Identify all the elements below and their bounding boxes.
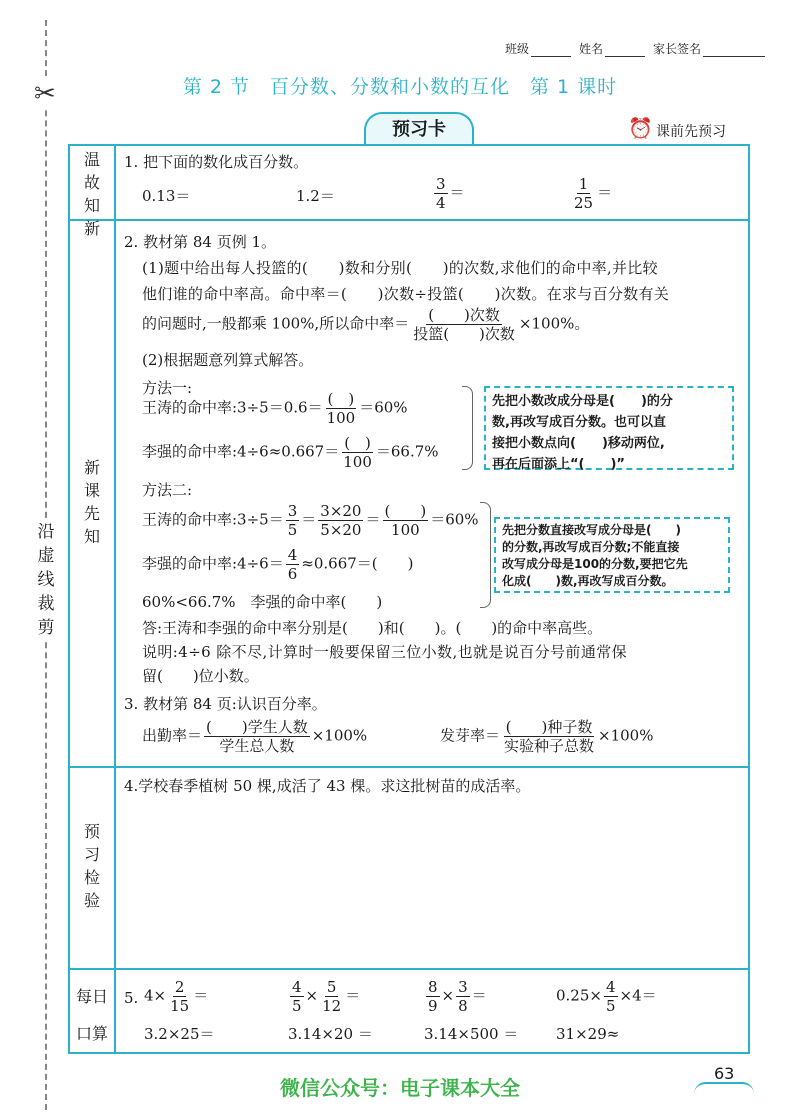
page-title: 第 2 节 百分数、分数和小数的互化 第 1 课时 xyxy=(182,76,618,98)
q1-b: 1.2＝ xyxy=(296,187,335,205)
footer-watermark: 微信公众号：电子课本大全 xyxy=(280,1076,520,1100)
answer: 答:王涛和李强的命中率分别是( )和( )。( )的命中率高些。 xyxy=(142,619,603,637)
tip-box-1: 先把小数改成分母是( )的分 数,再改写成百分数。也可以直 接把小数点向( )移动两位, 再在后面添上“( )” xyxy=(484,386,734,470)
method1-label: 方法一: xyxy=(142,379,193,397)
cut-label: 沿 虚 线 裁 剪 xyxy=(34,520,58,640)
q5-b3: 3.14×500 ＝ xyxy=(424,1025,519,1043)
card-tag: 课前先预习 xyxy=(656,124,726,140)
alarm-clock-icon: ⏰ xyxy=(628,116,653,140)
section-new: 新 课 先 知 xyxy=(83,458,100,546)
q3-text: 3. 教材第 84 页:认识百分率。 xyxy=(124,695,327,713)
method2-c: 60%<66.7% 李强的命中率( ) xyxy=(142,593,383,611)
row-divider xyxy=(68,968,750,970)
method1-b: 李强的命中率:4÷6≈0.667＝ $\frac{( )}{100}$ ＝66.7% xyxy=(142,434,439,471)
q5-a3: $\frac{8}{9}$ × $\frac{3}{8}$ ＝ xyxy=(428,978,487,1015)
method2-b: 李强的命中率:4÷6＝ $\frac{4}{6}$ ≈0.667＝( ) xyxy=(142,546,414,583)
q1-c: $\frac{3}{4}$ ＝ xyxy=(436,175,465,212)
brace xyxy=(480,502,491,608)
section-check: 预 习 检 验 xyxy=(83,822,100,910)
method2-a: 王涛的命中率:3÷5＝ $\frac{3}{5}$ ＝ $\frac{3\times 20}{5\times 20}$ ＝ $\frac{( )}{100}$ ＝60% xyxy=(142,502,479,539)
q5-b2: 3.14×20 ＝ xyxy=(288,1025,373,1043)
q5-label: 5. xyxy=(124,989,139,1007)
q5-a2: $\frac{4}{5}$ × $\frac{5}{12}$ ＝ xyxy=(292,978,361,1015)
q5-a4: 0.25× $\frac{4}{5}$ ×4＝ xyxy=(556,978,657,1015)
name-label: 姓名 xyxy=(579,42,604,56)
note-line2: 留( )位小数。 xyxy=(142,667,259,685)
page-number-arc xyxy=(694,1082,754,1094)
tip-box-2: 先把分数直接改写成分母是( ) 的分数,再改写成百分数;不能直接 改写成分母是100的分数,要把它先 化成( )数,再改写成百分数。 xyxy=(494,517,730,593)
row-divider xyxy=(68,766,750,768)
name-blank[interactable] xyxy=(605,40,645,57)
q1-text: 1. 把下面的数化成百分数。 xyxy=(124,153,309,171)
q5-b1: 3.2×25＝ xyxy=(144,1025,215,1043)
note-line1: 说明:4÷6 除不尽,计算时一般要保留三位小数,也就是说百分号前通常保 xyxy=(142,643,628,661)
q1-a: 0.13＝ xyxy=(142,187,191,205)
page-number: 63 xyxy=(714,1064,735,1083)
scissors-icon: ✂ xyxy=(34,79,56,109)
parent-blank[interactable] xyxy=(703,40,765,57)
q5-a1: 4× $\frac{2}{15}$ ＝ xyxy=(144,978,209,1015)
section-divider xyxy=(114,144,116,1054)
section-review: 温 故 知 新 xyxy=(83,150,100,238)
section-daily: 每日 口算 xyxy=(75,987,108,1043)
q2-line1: (1)题中给出每人投篮的( )数和分别( )的次数,求他们的命中率,并比较 xyxy=(142,259,658,277)
q2-line2: 他们谁的命中率高。命中率＝( )次数÷投篮( )次数。在求与百分数有关 xyxy=(142,285,670,303)
brace xyxy=(462,386,473,470)
class-blank[interactable] xyxy=(531,40,571,57)
q2-line4: (2)根据题意列算式解答。 xyxy=(142,351,314,369)
method2-label: 方法二: xyxy=(142,481,193,499)
q3-attendance: 出勤率＝ $\frac{\text{( )学生人数}}{\text{学生总人数}}$ ×100% xyxy=(142,718,368,755)
q4-text: 4.学校春季植树 50 棵,成活了 43 棵。求这批树苗的成活率。 xyxy=(124,777,531,795)
q2-line3: 的问题时,一般都乘 100%,所以命中率＝ $\frac{\text{( )次数}}{\text{投篮( )次数}}$ ×100%。 xyxy=(142,306,590,343)
card-title: 预习卡 xyxy=(364,112,474,146)
q1-d: $\frac{1}{25}$ ＝ xyxy=(574,175,613,212)
parent-label: 家长签名 xyxy=(653,42,702,56)
q5-b4: 31×29≈ xyxy=(556,1025,620,1043)
q2-text: 2. 教材第 84 页例 1。 xyxy=(124,233,277,251)
class-label: 班级 xyxy=(505,42,530,56)
header-fields xyxy=(505,40,771,57)
method1-a: 王涛的命中率:3÷5＝0.6＝ $\frac{( )}{100}$ ＝60% xyxy=(142,390,408,427)
row-divider xyxy=(68,219,750,221)
q3-germination: 发芽率＝ $\frac{\text{( )种子数}}{\text{实验种子总数}}$ ×100% xyxy=(440,718,654,755)
